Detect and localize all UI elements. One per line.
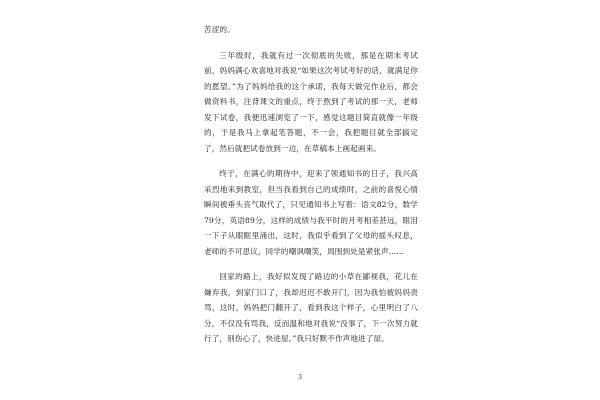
paragraph-1: 苦涩的。 [204,25,235,34]
paragraph-2: 三年级时，我就有过一次彻底的失败，那是在期末考试前，妈妈满心欢喜地对我说“如果这次考试考好的话，就满足你的愿望。”为了妈妈给我的这个承诺，我每天做完作业后，都会做资料书，注背课文的重点，终于熬到了考试的那一天，老师发下试卷，我便迅速浏览了一下，感觉这题目简直就像一年级的，于是我马上拿起笔答题，不一会，我把题目就全部搞定了，然后就把试卷放到一边，在草稿本上画起画来。 [204,50,418,153]
paragraph-4: 回家的路上，我好似发现了路边的小草在鄙视我，花儿在嫌弃我，到家门口了，我却迟迟不敢开门，因为我怕被妈妈责骂，这时，妈妈把门翻开了，看到我这个样子，心里明白了八分，不仅没有骂我，反而温和地对我说“没事了，下一次努力就行了，别伤心了，快进屋。”我只好默不作声地进了屋。 [204,272,418,343]
page-number: 3 [298,374,302,381]
body-text [204,22,418,347]
paragraph-3: 终于，在满心的期待中，迎来了领通知书的日子，我兴高采烈地来到教室，但当我看到自己的成绩时，之前的喜悦心情瞬间被垂头丧气取代了，只见通知书上写着：语文82分，数学79分，英语89分，这样的成绩与我平时的月考相差甚远，眼泪一下子从眼眶里涌出，这时，我似乎看到了父母的摇头叹息，老师的不可思议，同学的嘲讽嘲笑，周围到处是紧张声…… [204,169,418,256]
